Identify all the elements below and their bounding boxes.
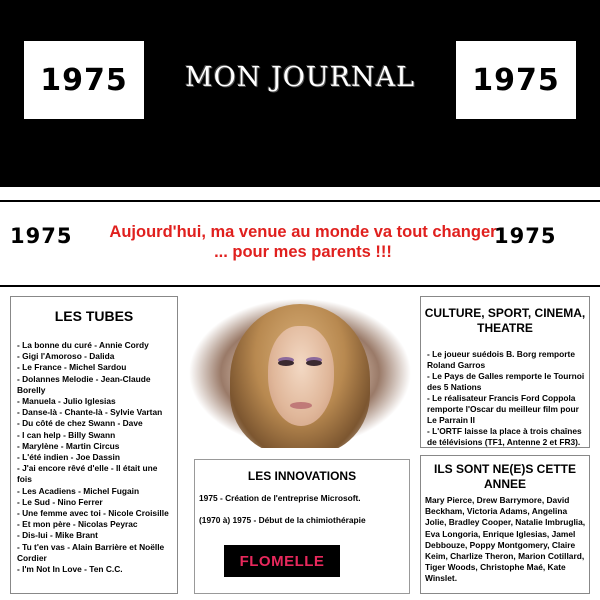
innovations-title: LES INNOVATIONS [247,469,357,483]
list-item: - L'été indien - Joe Dassin [17,452,120,463]
list-item: - Dolannes Melodie - Jean-Claude Borelly [17,373,151,395]
births-panel [420,455,590,594]
list-item: - Le France - Michel Sardou [17,362,127,373]
list-item: - Tu t'en vas - Alain Barrière et Noëlle Cordier [17,541,165,563]
list-item: - J'ai encore rêvé d'elle - Il était une fois [17,463,158,485]
innovations-panel [194,459,410,594]
portrait-photo [188,298,412,448]
list-item: - Le Sud - Nino Ferrer [17,496,103,507]
band-year-left: 1975 [10,224,73,248]
innovation-item: 1975 - Création de l'entreprise Microsoft. [199,493,361,503]
culture-list [427,349,587,448]
divider-bottom [0,285,600,287]
list-item: - L'ORTF laisse la place à trois chaînes de télévisions (TF1, Antenne 2 et FR3). [427,426,582,447]
culture-title: CULTURE, SPORT, CINEMA, THEATRE [424,306,586,335]
name-badge: FLOMELLE [224,545,340,577]
list-item: - Danse-là - Chante-là - Sylvie Vartan [17,407,163,418]
list-item: - Une femme avec toi - Nicole Croisille [17,508,169,519]
tubes-title: LES TUBES [54,308,134,324]
list-item: - Le Pays de Galles remporte le Tournoi des 5 Nations [427,371,585,392]
band-year-right: 1975 [494,224,557,248]
portrait-face [268,326,334,426]
list-item: - Gigi l'Amoroso - Dalida [17,351,115,362]
culture-panel [420,296,590,448]
portrait-eye-right [306,360,322,366]
list-item: - Du côté de chez Swann - Dave [17,418,143,429]
list-item: - Et mon père - Nicolas Peyrac [17,519,138,530]
header-banner [0,0,600,187]
list-item: - I'm Not In Love - Ten C.C. [17,564,123,575]
list-item: - Le joueur suédois B. Borg remporte Roland Garros [427,349,575,370]
list-item: - I can help - Billy Swann [17,429,116,440]
portrait-lips [290,402,312,409]
header-year-left: 1975 [24,41,144,119]
tubes-panel [10,296,178,594]
header-year-right: 1975 [456,41,576,119]
list-item: - Le réalisateur Francis Ford Coppola remporte l'Oscar du meilleur film pour Le Parrain II [427,393,579,425]
tubes-list [17,340,173,575]
list-item: - Manuela - Julio Iglesias [17,396,116,407]
list-item: - La bonne du curé - Annie Cordy [17,340,149,350]
page-title: MON JOURNAL [184,62,416,93]
births-text: Mary Pierce, Drew Barrymore, David Beckham, Victoria Adams, Angelina Jolie, Bradley Cooper, Natalie Imbruglia, Eva Longoria, Enrique Iglesias, Jamel Debbouze, Poppy Montgomery, Claire Keim, Charlize Theron, Marion Cotillard, Tiger Woods, Christophe Maé, Kate Winslet. [425,495,586,584]
portrait-eye-left [278,360,294,366]
births-title: ILS SONT NE(E)S CETTE ANNEE [433,462,576,491]
divider-top [0,200,600,202]
list-item: - Marylène - Martin Circus [17,440,120,451]
innovation-item: (1970 à) 1975 - Début de la chimiothérapie [199,515,366,525]
list-item: - Les Acadiens - Michel Fugain [17,485,140,496]
band-headline: Aujourd'hui, ma venue au monde va tout changer ... pour mes parents !!! [109,223,497,261]
list-item: - Dis-lui - Mike Brant [17,530,98,541]
